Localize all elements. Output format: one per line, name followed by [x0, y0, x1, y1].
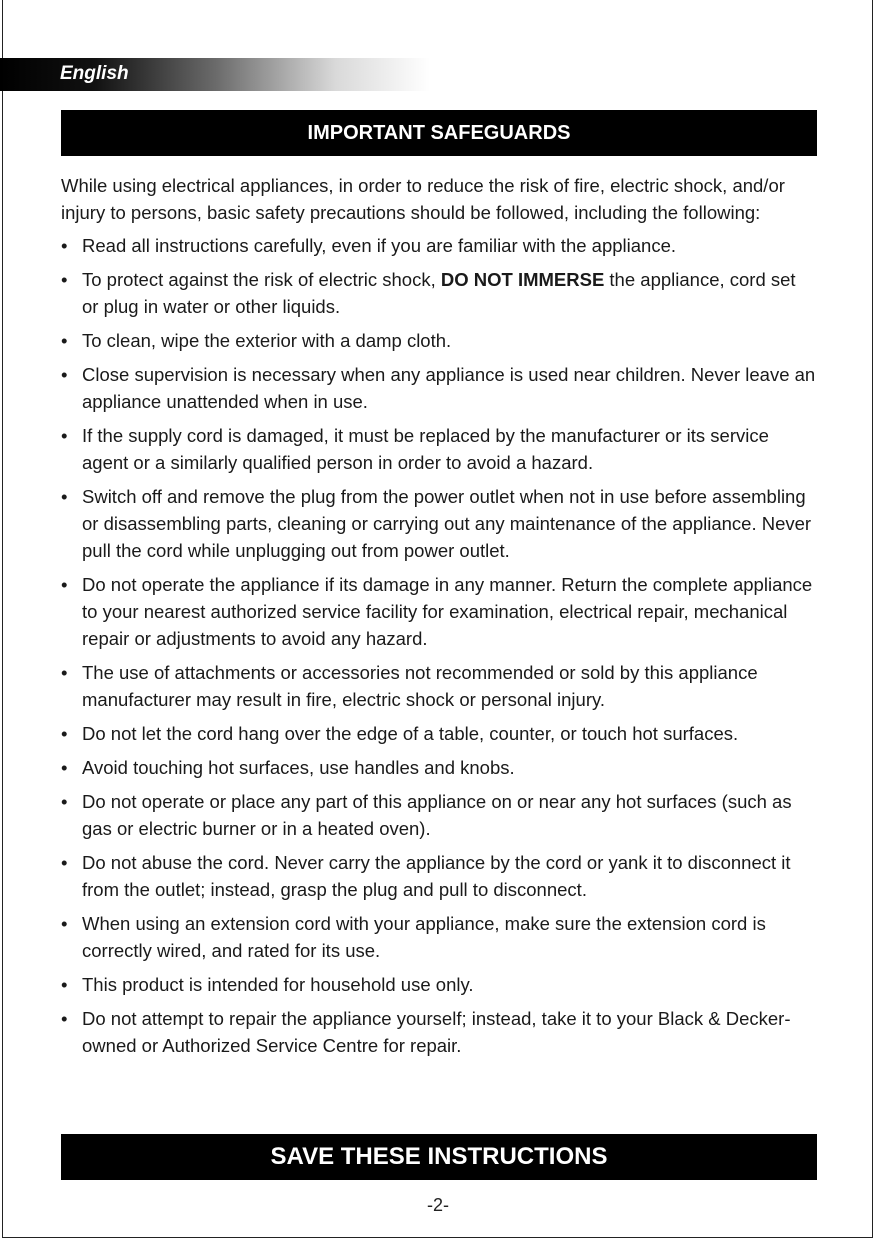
list-item-text: The use of attachments or accessories not recommended or sold by this appliance manufacturer may result in fire, electric shock or personal injury. — [82, 662, 758, 710]
bullet: • — [61, 574, 68, 595]
list-item — [61, 754, 817, 781]
list-item-text: Avoid touching hot surfaces, use handles and knobs. — [82, 757, 515, 778]
safeguards-list — [61, 232, 817, 1059]
bullet: • — [61, 364, 68, 385]
list-item-text-pre: To protect against the risk of electric shock, — [82, 269, 441, 290]
page-number: -2- — [427, 1195, 449, 1215]
bullet: • — [61, 791, 68, 812]
list-item-text: Do not operate the appliance if its damage in any manner. Return the complete appliance to your nearest authorized service facility for examination, electrical repair, mechanical repair or adjustments to avoid any hazard. — [82, 574, 813, 649]
footer-title-bar — [61, 1134, 817, 1180]
bullet: • — [61, 757, 68, 778]
bullet: • — [61, 235, 68, 256]
list-item-text: Do not attempt to repair the appliance yourself; instead, take it to your Black & Decker-owned or Authorized Service Centre for repair. — [82, 1008, 791, 1056]
list-item — [61, 327, 817, 354]
list-item — [61, 483, 817, 564]
list-item-text: Switch off and remove the plug from the power outlet when not in use before assembling or disassembling parts, cleaning or carrying out any maintenance of the appliance. Never pull the cord while unplugging out from power outlet. — [82, 486, 812, 561]
list-item — [61, 659, 817, 713]
list-item — [61, 788, 817, 842]
intro-paragraph: While using electrical appliances, in order to reduce the risk of fire, electric shock, and/or injury to persons, basic safety precautions should be followed, including the following: — [61, 175, 785, 223]
bullet: • — [61, 269, 68, 290]
list-item-text: This product is intended for household use only. — [82, 974, 474, 995]
bullet: • — [61, 1008, 68, 1029]
list-item-text: Close supervision is necessary when any appliance is used near children. Never leave an appliance unattended when in use. — [82, 364, 816, 412]
list-item-text: To clean, wipe the exterior with a damp cloth. — [82, 330, 452, 351]
list-item — [61, 1005, 817, 1059]
section-title: IMPORTANT SAFEGUARDS — [307, 122, 571, 144]
bullet: • — [61, 662, 68, 683]
bullet: • — [61, 486, 68, 507]
list-item — [61, 849, 817, 903]
list-item — [61, 720, 817, 747]
language-tab — [0, 58, 430, 91]
bullet: • — [61, 852, 68, 873]
list-item-text: When using an extension cord with your appliance, make sure the extension cord is correctly wired, and rated for its use. — [82, 913, 766, 961]
footer-title: SAVE THESE INSTRUCTIONS — [270, 1143, 608, 1170]
section-title-bar — [61, 110, 817, 156]
bullet: • — [61, 723, 68, 744]
list-item-text: Read all instructions carefully, even if you are familiar with the appliance. — [82, 235, 677, 256]
list-item-text-post: the appliance, cord set or plug in water or other liquids. — [82, 269, 796, 317]
safeguards-content — [61, 172, 817, 1066]
bullet: • — [61, 330, 68, 351]
list-item-emphasis: DO NOT IMMERSE — [440, 269, 605, 290]
list-item-text: Do not let the cord hang over the edge of a table, counter, or touch hot surfaces. — [82, 723, 739, 744]
bullet: • — [61, 913, 68, 934]
list-item — [61, 571, 817, 652]
list-item-text: Do not operate or place any part of this appliance on or near any hot surfaces (such as gas or electric burner or in a heated oven). — [82, 791, 792, 839]
bullet: • — [61, 425, 68, 446]
list-item — [61, 361, 817, 415]
list-item-text: Do not abuse the cord. Never carry the appliance by the cord or yank it to disconnect it from the outlet; instead, grasp the plug and pull to disconnect. — [82, 852, 791, 900]
list-item-text: If the supply cord is damaged, it must be replaced by the manufacturer or its service agent or a similarly qualified person in order to avoid a hazard. — [82, 425, 769, 473]
bullet: • — [61, 974, 68, 995]
list-item — [61, 266, 817, 320]
list-item — [61, 971, 817, 998]
list-item — [61, 910, 817, 964]
list-item — [61, 422, 817, 476]
language-label: English — [60, 63, 129, 84]
list-item — [61, 232, 817, 259]
